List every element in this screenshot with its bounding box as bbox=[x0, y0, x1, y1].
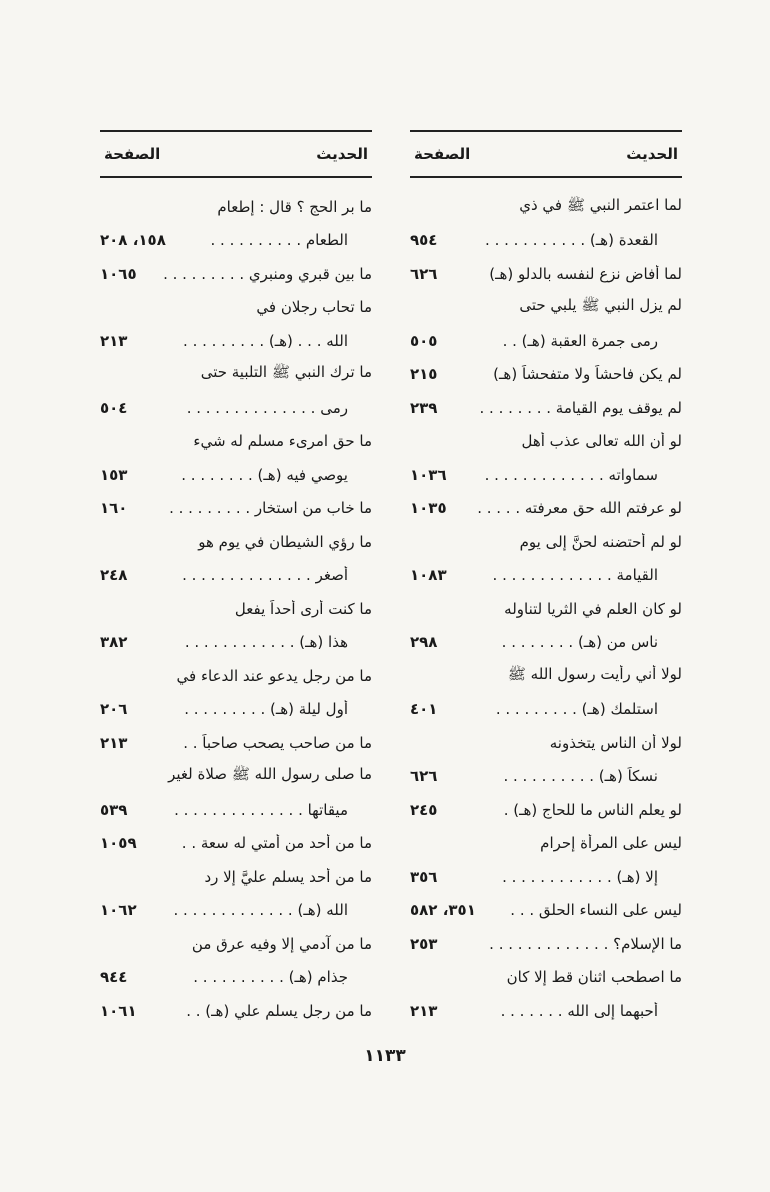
page-reference: ٢٣٩ bbox=[410, 398, 438, 417]
hadith-text: أحبهما إلى الله . . . . . . . bbox=[500, 1001, 658, 1020]
hadith-text: لما أفاض نزع لنفسه بالدلو (هـ) bbox=[489, 264, 682, 283]
hadith-text: الله (هـ) . . . . . . . . . . . . . bbox=[173, 901, 348, 920]
index-line bbox=[100, 760, 372, 794]
index-line bbox=[100, 860, 372, 894]
index-line bbox=[410, 726, 682, 760]
page-reference: ٥٠٥ bbox=[410, 331, 438, 350]
index-line bbox=[410, 927, 682, 961]
header-page: الصفحة bbox=[414, 145, 471, 163]
hadith-text: إلا (هـ) . . . . . . . . . . . . bbox=[502, 867, 658, 886]
hadith-text: لو يعلم الناس ما للحاج (هـ) . bbox=[503, 800, 682, 819]
index-line bbox=[100, 793, 372, 827]
index-line bbox=[100, 894, 372, 928]
index-line bbox=[410, 559, 682, 593]
page-reference: ١٠٦٥ bbox=[100, 264, 137, 283]
index-line bbox=[410, 894, 682, 928]
index-line bbox=[100, 190, 372, 224]
index-line bbox=[100, 693, 372, 727]
index-column-left bbox=[100, 130, 372, 1028]
index-line bbox=[100, 291, 372, 325]
hadith-text: نسكاً (هـ) . . . . . . . . . . bbox=[503, 767, 658, 786]
hadith-text: ما من آدمي إلا وفيه عرق من bbox=[191, 934, 372, 953]
hadith-text: ما رؤي الشيطان في يوم هو bbox=[198, 532, 372, 551]
hadith-text: ما ترك النبي ﷺ التلبية حتى bbox=[200, 363, 372, 382]
hadith-text: ما من رجل يدعو عند الدعاء في bbox=[176, 666, 372, 685]
index-line bbox=[410, 592, 682, 626]
page-reference: ٢١٣ bbox=[410, 1001, 438, 1020]
hadith-text: ما بين قبري ومنبري . . . . . . . . . bbox=[163, 264, 372, 283]
hadith-text: ما صلى رسول الله ﷺ صلاة لغير bbox=[168, 765, 372, 784]
index-line bbox=[100, 257, 372, 291]
index-line bbox=[410, 358, 682, 392]
index-line bbox=[100, 994, 372, 1028]
hadith-text: ما الإسلام؟ . . . . . . . . . . . . . bbox=[489, 934, 682, 953]
hadith-text: ميقاتها . . . . . . . . . . . . . . bbox=[174, 800, 348, 819]
hadith-text: ما اصطحب اثنان قط إلا كان bbox=[506, 968, 682, 987]
page-reference: ٣٥١، ٥٨٢ bbox=[410, 901, 476, 920]
index-line bbox=[410, 391, 682, 425]
header-hadith: الحديث bbox=[626, 145, 678, 163]
page-reference: ٣٥٦ bbox=[410, 867, 438, 886]
index-line bbox=[410, 860, 682, 894]
hadith-text: لو أن الله تعالى عذب أهل bbox=[521, 432, 682, 451]
hadith-text: ما من رجل يسلم علي (هـ) . . bbox=[186, 1001, 372, 1020]
hadith-text: ما كنت أرى أحداً يفعل bbox=[234, 599, 372, 618]
hadith-text: ما خاب من استخار . . . . . . . . . bbox=[169, 499, 372, 518]
page-reference: ١٠٦١ bbox=[100, 1001, 137, 1020]
index-line bbox=[410, 760, 682, 794]
page-reference: ١٥٣ bbox=[100, 465, 128, 484]
hadith-text: ما من صاحب يصحب صاحباً . . bbox=[183, 733, 372, 752]
hadith-text: ما تحاب رجلان في bbox=[256, 298, 372, 317]
page-reference: ١٠٦٢ bbox=[100, 901, 137, 920]
hadith-text: لم يزل النبي ﷺ يلبي حتى bbox=[519, 296, 682, 315]
page-reference: ٢٠٦ bbox=[100, 700, 128, 719]
hadith-text: ما بر الحج ؟ قال : إطعام bbox=[217, 197, 372, 216]
page-reference: ١٠٣٥ bbox=[410, 499, 447, 518]
page-reference: ٣٨٢ bbox=[100, 633, 128, 652]
hadith-text: أول ليلة (هـ) . . . . . . . . . bbox=[184, 700, 348, 719]
page-reference: ١٠٣٦ bbox=[410, 465, 447, 484]
index-line bbox=[410, 257, 682, 291]
hadith-text: يوصي فيه (هـ) . . . . . . . . bbox=[181, 465, 348, 484]
index-entries bbox=[410, 190, 682, 1028]
hadith-text: رمى . . . . . . . . . . . . . . bbox=[186, 398, 348, 417]
page-reference: ٢١٥ bbox=[410, 365, 438, 384]
page-number: ١١٣٣ bbox=[364, 1046, 406, 1066]
index-line bbox=[100, 224, 372, 258]
index-line bbox=[100, 324, 372, 358]
page-reference: ٤٠١ bbox=[410, 700, 438, 719]
hadith-text: ناس من (هـ) . . . . . . . . bbox=[501, 633, 658, 652]
hadith-text: لم يكن فاحشاً ولا متفحشاً (هـ) bbox=[493, 365, 682, 384]
hadith-text: أصغر . . . . . . . . . . . . . . bbox=[182, 566, 348, 585]
index-line bbox=[100, 458, 372, 492]
index-line bbox=[410, 994, 682, 1028]
hadith-text: ليس على النساء الحلق . . . bbox=[510, 901, 682, 920]
hadith-text: ما من أحد من أمتي له سعة . . bbox=[181, 834, 372, 853]
hadith-text: لولا أني رأيت رسول الله ﷺ bbox=[507, 664, 682, 683]
index-line bbox=[100, 659, 372, 693]
header-bottom-rule bbox=[100, 176, 372, 178]
page-reference: ٢٤٥ bbox=[410, 800, 438, 819]
hadith-text: القيامة . . . . . . . . . . . . . bbox=[492, 566, 658, 585]
header-bottom-rule bbox=[410, 176, 682, 178]
hadith-text: لو لم أحتضنه لحنَّ إلى يوم bbox=[519, 532, 682, 551]
index-line bbox=[100, 927, 372, 961]
index-line bbox=[100, 391, 372, 425]
index-line bbox=[100, 425, 372, 459]
index-line bbox=[410, 827, 682, 861]
hadith-text: رمى جمرة العقبة (هـ) . . bbox=[502, 331, 658, 350]
page-reference: ٢٩٨ bbox=[410, 633, 438, 652]
hadith-text: ما من أحد يسلم عليَّ إلا رد bbox=[204, 867, 372, 886]
hadith-text: لو كان العلم في الثريا لتناوله bbox=[504, 599, 682, 618]
index-line bbox=[410, 525, 682, 559]
index-line bbox=[410, 626, 682, 660]
index-line bbox=[410, 659, 682, 693]
hadith-text: لم يوقف يوم القيامة . . . . . . . . bbox=[479, 398, 682, 417]
index-line bbox=[100, 559, 372, 593]
index-line bbox=[410, 425, 682, 459]
page-reference: ٦٢٦ bbox=[410, 767, 438, 786]
page-reference: ٦٢٦ bbox=[410, 264, 438, 283]
index-line bbox=[100, 961, 372, 995]
column-header bbox=[100, 132, 372, 176]
header-hadith: الحديث bbox=[316, 145, 368, 163]
page-reference: ١٠٥٩ bbox=[100, 834, 137, 853]
index-line bbox=[100, 592, 372, 626]
index-column-right bbox=[410, 130, 682, 1028]
index-line bbox=[100, 827, 372, 861]
index-line bbox=[410, 224, 682, 258]
page-reference: ٢١٣ bbox=[100, 733, 128, 752]
page-reference: ١٥٨، ٢٠٨ bbox=[100, 231, 166, 250]
page-reference: ٩٤٤ bbox=[100, 968, 128, 987]
index-line bbox=[410, 324, 682, 358]
index-line bbox=[100, 626, 372, 660]
hadith-text: سماواته . . . . . . . . . . . . . bbox=[484, 465, 658, 484]
index-line bbox=[410, 492, 682, 526]
hadith-text: جذام (هـ) . . . . . . . . . . bbox=[193, 968, 348, 987]
index-line bbox=[100, 358, 372, 392]
index-line bbox=[410, 190, 682, 224]
hadith-text: هذا (هـ) . . . . . . . . . . . . bbox=[184, 633, 348, 652]
hadith-text: الطعام . . . . . . . . . . bbox=[210, 231, 348, 250]
index-line bbox=[410, 793, 682, 827]
index-entries bbox=[100, 190, 372, 1028]
index-line bbox=[410, 961, 682, 995]
page-reference: ٥٠٤ bbox=[100, 398, 128, 417]
index-line bbox=[100, 492, 372, 526]
page-reference: ٩٥٤ bbox=[410, 231, 438, 250]
header-page: الصفحة bbox=[104, 145, 161, 163]
column-header bbox=[410, 132, 682, 176]
index-line bbox=[100, 525, 372, 559]
index-line bbox=[410, 291, 682, 325]
page-reference: ١٦٠ bbox=[100, 499, 128, 518]
hadith-text: لو عرفتم الله حق معرفته . . . . . bbox=[477, 499, 682, 518]
page-reference: ٢٤٨ bbox=[100, 566, 128, 585]
index-line bbox=[410, 693, 682, 727]
hadith-text: استلمك (هـ) . . . . . . . . . bbox=[495, 700, 658, 719]
hadith-text: الله . . . (هـ) . . . . . . . . . bbox=[183, 331, 348, 350]
hadith-text: لما اعتمر النبي ﷺ في ذي bbox=[519, 195, 682, 214]
hadith-text: ما حق امرىء مسلم له شيء bbox=[193, 432, 372, 451]
page-reference: ٢٥٣ bbox=[410, 934, 438, 953]
page-reference: ١٠٨٣ bbox=[410, 566, 447, 585]
index-line bbox=[410, 458, 682, 492]
page-reference: ٥٣٩ bbox=[100, 800, 128, 819]
hadith-text: القعدة (هـ) . . . . . . . . . . . bbox=[485, 231, 658, 250]
index-line bbox=[100, 726, 372, 760]
hadith-text: لولا أن الناس يتخذونه bbox=[549, 733, 682, 752]
page-reference: ٢١٣ bbox=[100, 331, 128, 350]
hadith-text: ليس على المرأة إحرام bbox=[540, 834, 682, 853]
